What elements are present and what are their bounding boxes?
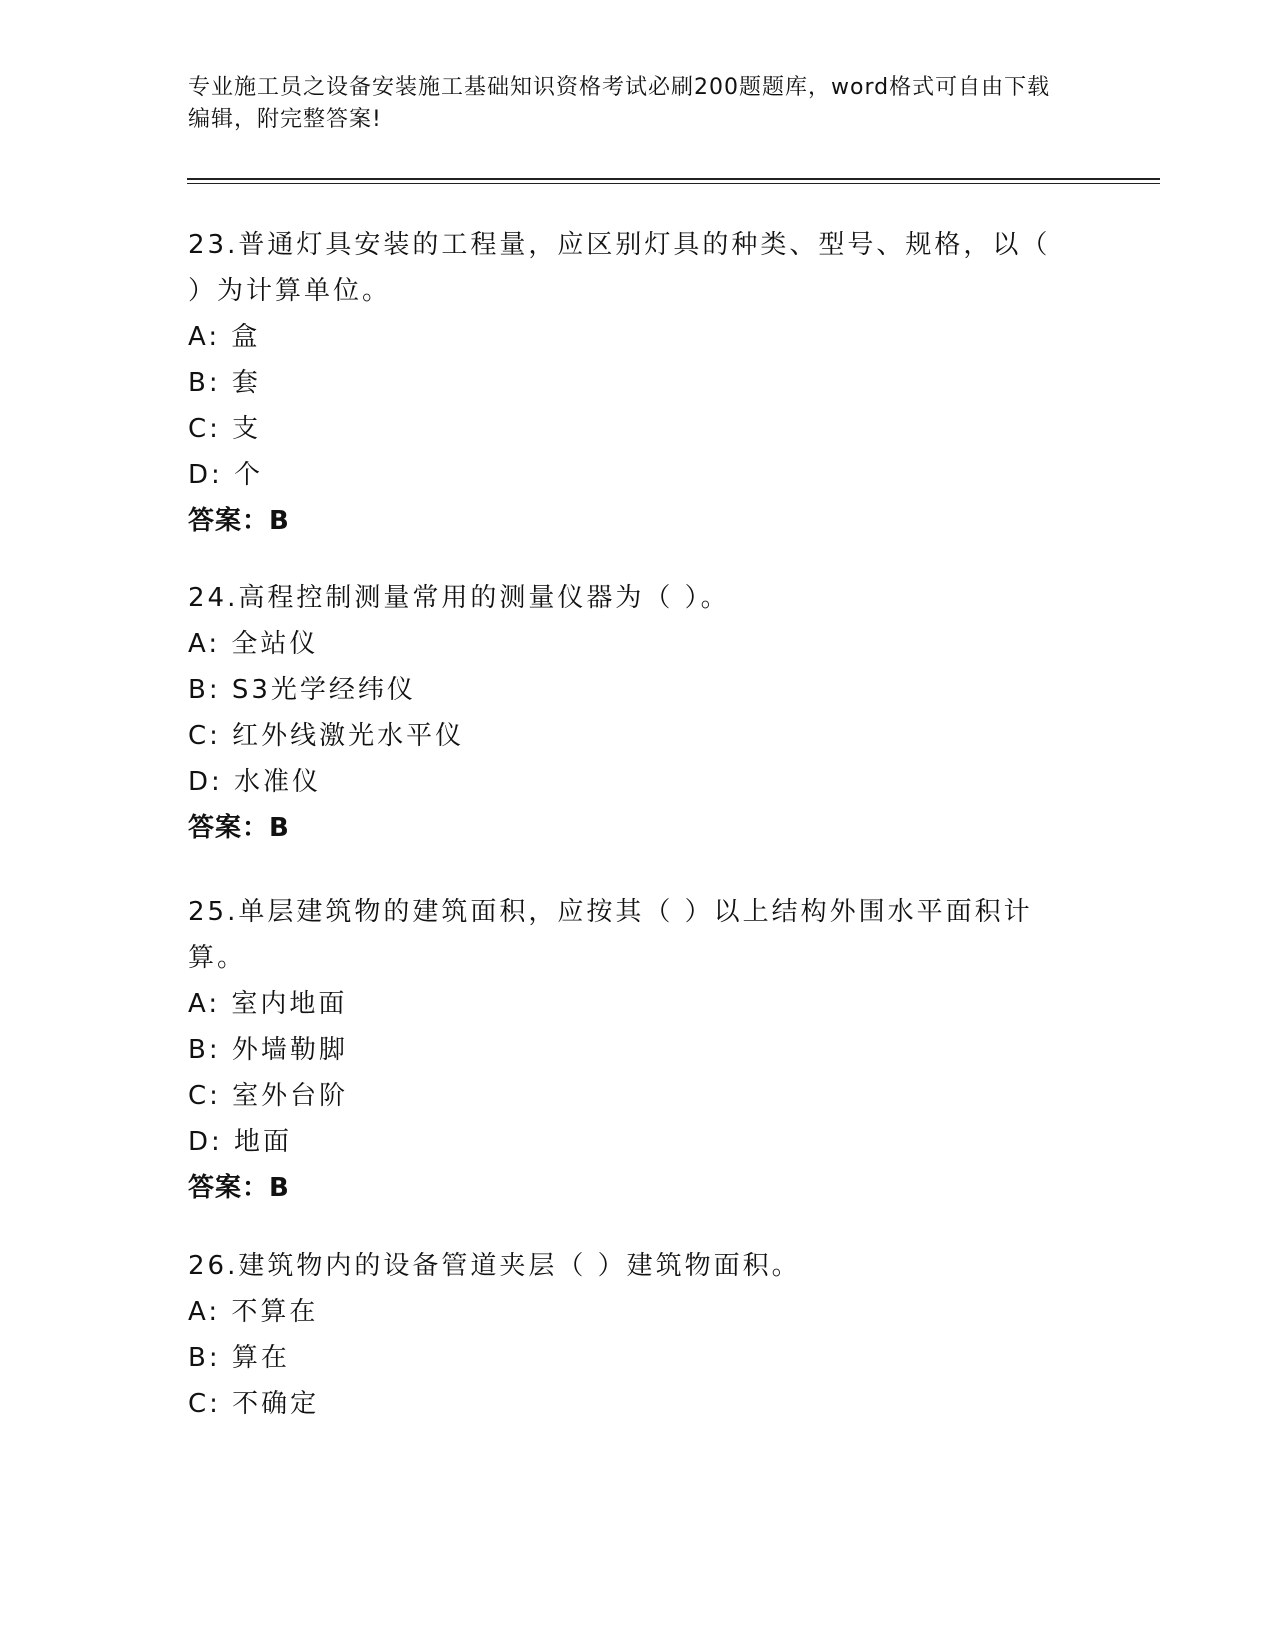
question-stem: 23.普通灯具安装的工程量，应区别灯具的种类、型号、规格，以（ ）为计算单位。: [188, 230, 1062, 306]
question-stem: 25.单层建筑物的建筑面积，应按其（ ）以上结构外围水平面积计算。: [188, 897, 1033, 973]
header-divider-thick: [187, 178, 1160, 180]
header-divider-thin: [187, 183, 1160, 184]
option-b: B: 外墙勒脚: [188, 1035, 348, 1065]
option-a: A: 盒: [188, 322, 261, 352]
option-a: A: 不算在: [188, 1297, 319, 1327]
question-25: [188, 889, 1068, 1211]
answer: 答案：B: [188, 506, 290, 536]
question-26: [188, 1243, 1068, 1427]
option-a: A: 全站仪: [188, 629, 319, 659]
option-a: A: 室内地面: [188, 989, 348, 1019]
option-b: B: 套: [188, 368, 261, 398]
option-c: C: 红外线激光水平仪: [188, 721, 465, 751]
answer: 答案：B: [188, 813, 290, 843]
option-c: C: 支: [188, 414, 262, 444]
question-23: [188, 222, 1068, 544]
option-d: D: 地面: [188, 1127, 293, 1157]
option-c: C: 室外台阶: [188, 1081, 349, 1111]
option-d: D: 水准仪: [188, 767, 322, 797]
question-24: [188, 575, 1068, 851]
document-header: 专业施工员之设备安装施工基础知识资格考试必刷200题题库，word格式可自由下载编辑，附完整答案!: [188, 75, 1051, 132]
question-stem: 24.高程控制测量常用的测量仪器为（ ）。: [188, 583, 730, 613]
option-c: C: 不确定: [188, 1389, 320, 1419]
option-b: B: 算在: [188, 1343, 290, 1373]
option-b: B: S3光学经纬仪: [188, 675, 416, 705]
answer: 答案：B: [188, 1173, 290, 1203]
option-d: D: 个: [188, 460, 264, 490]
question-stem: 26.建筑物内的设备管道夹层（ ）建筑物面积。: [188, 1251, 801, 1281]
